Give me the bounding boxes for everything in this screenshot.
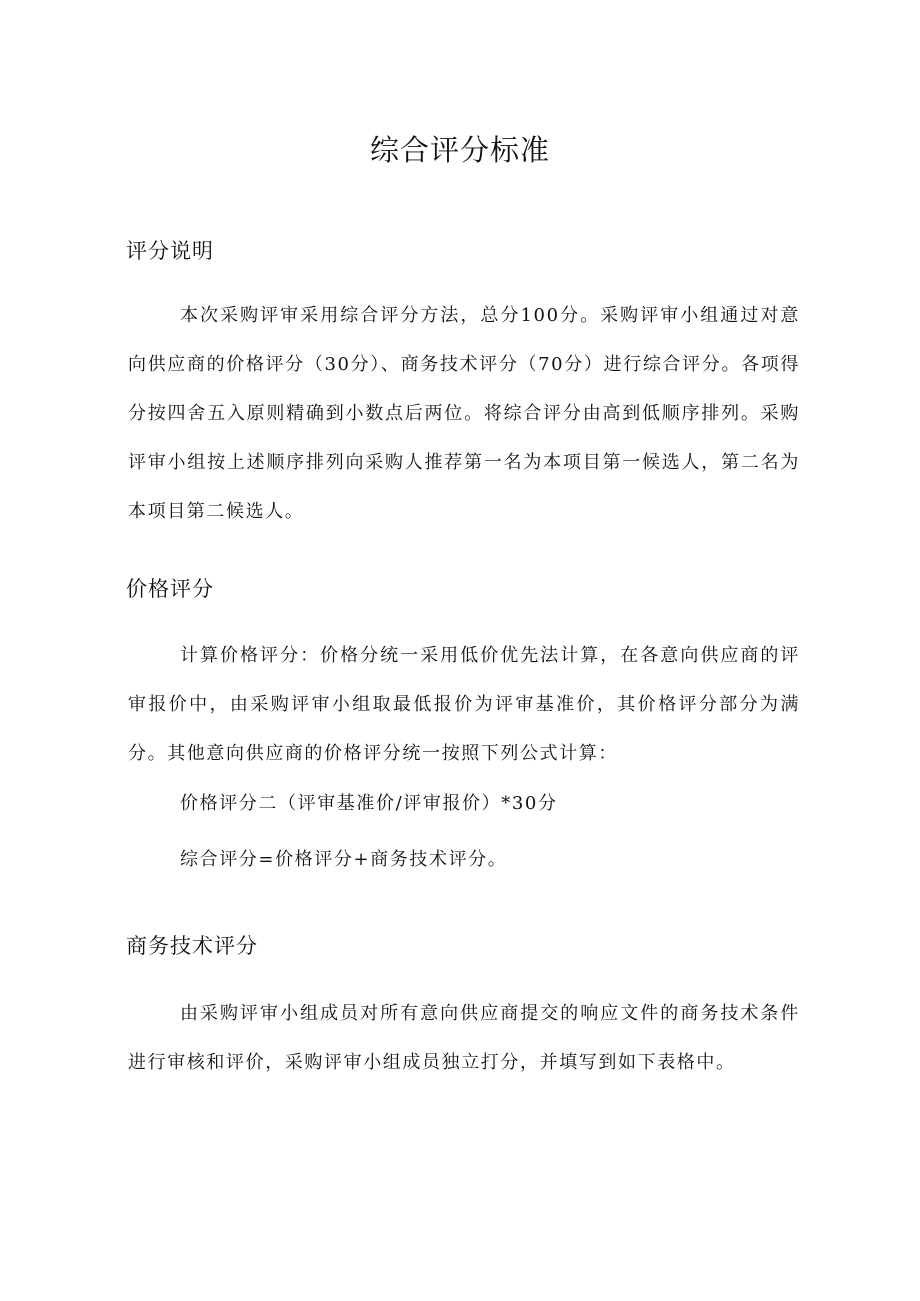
price-formula: 价格评分二（评审基准价/评审报价）*30分	[180, 793, 558, 814]
scoring-note-paragraph: 本次采购评审采用综合评分方法，总分100分。采购评审小组通过对意向供应商的价格评分（30分）、商务技术评分（70分）进行综合评分。各项得分按四舍五入原则精确到小数点后两位。将综合评分由高到低顺序排列。采购评审小组按上述顺序排列向采购人推荐第一名为本项目第一候选人，第二名为本项目第二候选人。	[128, 305, 800, 522]
business-tech-scoring-paragraph: 由采购评审小组成员对所有意向供应商提交的响应文件的商务技术条件进行审核和评价，采购评审小组成员独立打分，并填写到如下表格中。	[128, 1003, 800, 1073]
total-score-formula: 综合评分=价格评分+商务技术评分。	[180, 849, 508, 870]
section-heading-scoring-note: 评分说明	[126, 239, 214, 263]
page-title: 综合评分标准	[369, 133, 550, 167]
section-heading-price-scoring: 价格评分	[126, 577, 214, 601]
price-scoring-paragraph: 计算价格评分：价格分统一采用低价优先法计算，在各意向供应商的评审报价中，由采购评审小组取最低报价为评审基准价，其价格评分部分为满分。其他意向供应商的价格评分统一按照下列公式计算：	[128, 645, 800, 764]
section-heading-business-tech-scoring: 商务技术评分	[126, 934, 258, 958]
